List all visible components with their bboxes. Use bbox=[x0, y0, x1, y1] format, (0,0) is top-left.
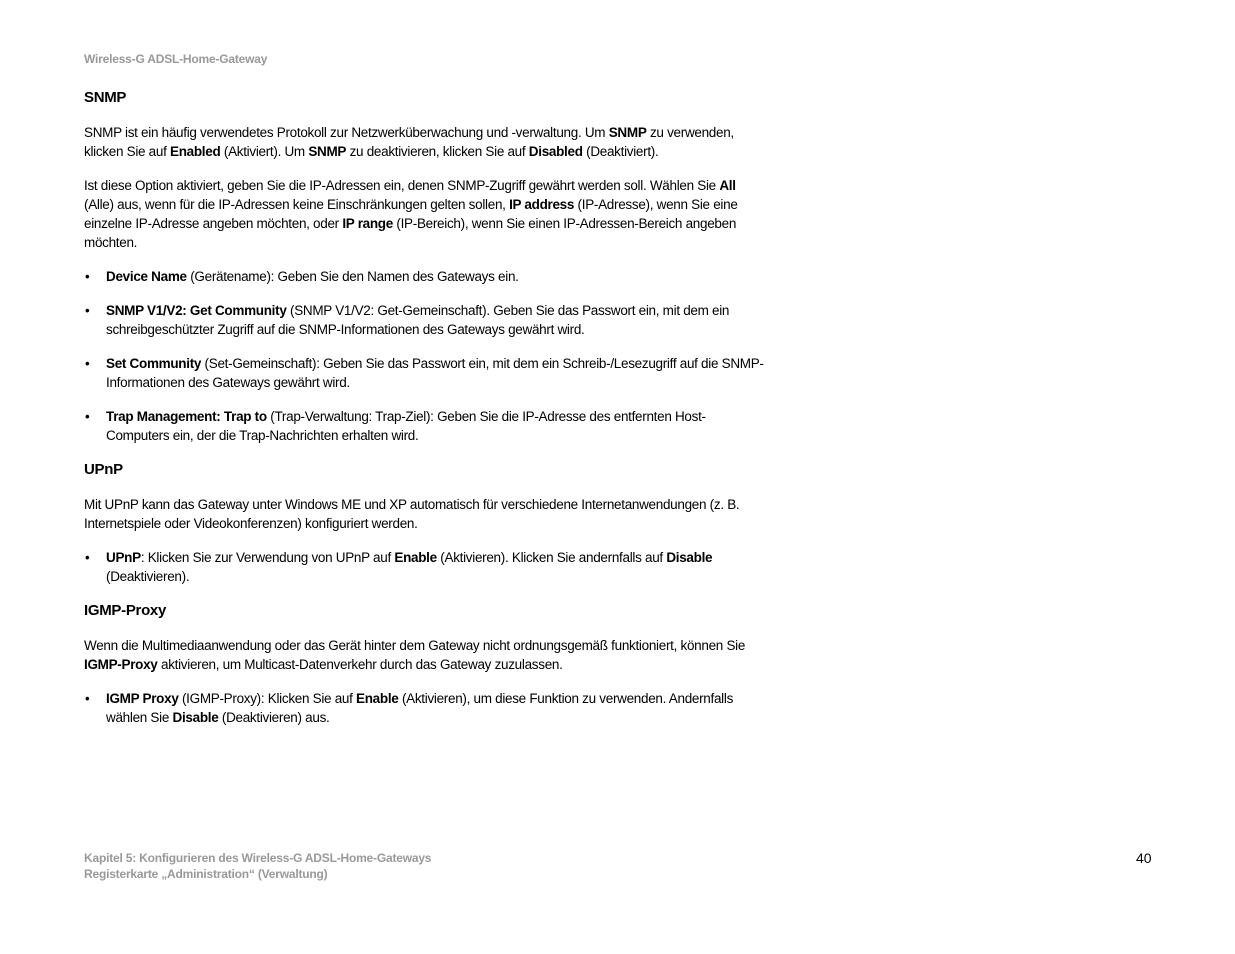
bullet-upnp bbox=[84, 548, 764, 586]
page-number: 40 bbox=[1136, 850, 1152, 866]
upnp-paragraph bbox=[84, 495, 764, 533]
text-run: (Deaktivieren). bbox=[106, 569, 190, 584]
bold-term: Trap Management: Trap to bbox=[106, 409, 267, 424]
text-run: : Klicken Sie zur Verwendung von UPnP auf bbox=[140, 550, 395, 565]
igmp-heading: IGMP-Proxy bbox=[84, 602, 167, 619]
page-header: Wireless-G ADSL-Home-Gateway bbox=[84, 52, 268, 66]
text-run: (Set-Gemeinschaft): Geben Sie das Passwort ein, mit dem ein Schreib-/Lesezugriff auf die SNMP-Informationen des Gateways gewährt wird. bbox=[106, 356, 764, 390]
snmp-bullet-list bbox=[84, 267, 764, 445]
bold-term: IGMP-Proxy bbox=[84, 657, 158, 672]
bold-term: SNMP bbox=[308, 144, 347, 159]
bold-term: Disable bbox=[666, 550, 713, 565]
text-run: zu verwenden, klicken Sie auf bbox=[84, 125, 734, 159]
footer-chapter: Kapitel 5: Konfigurieren des Wireless-G ADSL-Home-Gateways bbox=[84, 851, 432, 865]
text-run: (Deaktivieren) aus. bbox=[218, 710, 330, 725]
bold-term: Disable bbox=[172, 710, 219, 725]
text-run: SNMP ist ein häufig verwendetes Protokoll zur Netzwerküberwachung und -verwaltung. Um bbox=[84, 125, 609, 140]
text-run: (SNMP V1/V2: Get-Gemeinschaft). Geben Sie das Passwort ein, mit dem ein schreibgeschützter Zugriff auf die SNMP-Informationen des Gateways gewährt wird. bbox=[106, 303, 730, 337]
bullet-get-community bbox=[84, 301, 764, 339]
snmp-paragraph-2 bbox=[84, 176, 764, 252]
bold-term: UPnP bbox=[106, 550, 141, 565]
bold-term: Enable bbox=[394, 550, 437, 565]
text-run: (IGMP-Proxy): Klicken Sie auf bbox=[178, 691, 357, 706]
bullet-set-community bbox=[84, 354, 764, 392]
igmp-bullet-list bbox=[84, 689, 764, 727]
text-run: Ist diese Option aktiviert, geben Sie die IP-Adressen ein, denen SNMP-Zugriff gewährt werden soll. Wählen Sie bbox=[84, 178, 720, 193]
igmp-paragraph bbox=[84, 636, 764, 674]
bold-term: Enable bbox=[356, 691, 399, 706]
snmp-paragraph-1 bbox=[84, 123, 764, 161]
bold-term: IP range bbox=[342, 216, 393, 231]
bold-term: Set Community bbox=[106, 356, 202, 371]
bold-term: SNMP V1/V2: Get Community bbox=[106, 303, 287, 318]
bold-term: IGMP Proxy bbox=[106, 691, 179, 706]
snmp-heading: SNMP bbox=[84, 89, 127, 106]
text-run: (Aktivieren). Klicken Sie andernfalls auf bbox=[436, 550, 667, 565]
text-run: aktivieren, um Multicast-Datenverkehr durch das Gateway zuzulassen. bbox=[157, 657, 563, 672]
text-run: (IP-Bereich), wenn Sie einen IP-Adressen-Bereich angeben möchten. bbox=[84, 216, 737, 250]
text-run: Wenn die Multimediaanwendung oder das Gerät hinter dem Gateway nicht ordnungsgemäß funktioniert, können Sie bbox=[84, 638, 746, 653]
bold-term: Device Name bbox=[106, 269, 187, 284]
bold-term: SNMP bbox=[608, 125, 647, 140]
document-body bbox=[84, 88, 764, 742]
bullet-device-name bbox=[84, 267, 764, 286]
bold-term: IP address bbox=[509, 197, 575, 212]
bold-term: All bbox=[719, 178, 736, 193]
text-run: (Aktivieren), um diese Funktion zu verwenden. Andernfalls wählen Sie bbox=[106, 691, 734, 725]
bullet-igmp-proxy bbox=[84, 689, 764, 727]
bullet-trap-management bbox=[84, 407, 764, 445]
text-run: (Aktiviert). Um bbox=[220, 144, 309, 159]
footer-tab: Registerkarte „Administration“ (Verwaltung) bbox=[84, 867, 328, 881]
bold-term: Enabled bbox=[170, 144, 221, 159]
text-run: Mit UPnP kann das Gateway unter Windows ME und XP automatisch für verschiedene Internetanwendungen (z. B. Internetspiele oder Videokonferenzen) konfiguriert werden. bbox=[84, 497, 740, 531]
text-run: (Alle) aus, wenn für die IP-Adressen keine Einschränkungen gelten sollen, bbox=[84, 197, 510, 212]
page-footer bbox=[84, 850, 431, 882]
text-run: zu deaktivieren, klicken Sie auf bbox=[346, 144, 529, 159]
text-run: (Trap-Verwaltung: Trap-Ziel): Geben Sie die IP-Adresse des entfernten Host-Computers ein, der die Trap-Nachrichten erhalten wird. bbox=[106, 409, 706, 443]
text-run: (Gerätename): Geben Sie den Namen des Gateways ein. bbox=[186, 269, 519, 284]
upnp-bullet-list bbox=[84, 548, 764, 586]
text-run: (IP-Adresse), wenn Sie eine einzelne IP-Adresse angeben möchten, oder bbox=[84, 197, 738, 231]
text-run: (Deaktiviert). bbox=[582, 144, 659, 159]
upnp-heading: UPnP bbox=[84, 461, 123, 478]
bold-term: Disabled bbox=[528, 144, 583, 159]
